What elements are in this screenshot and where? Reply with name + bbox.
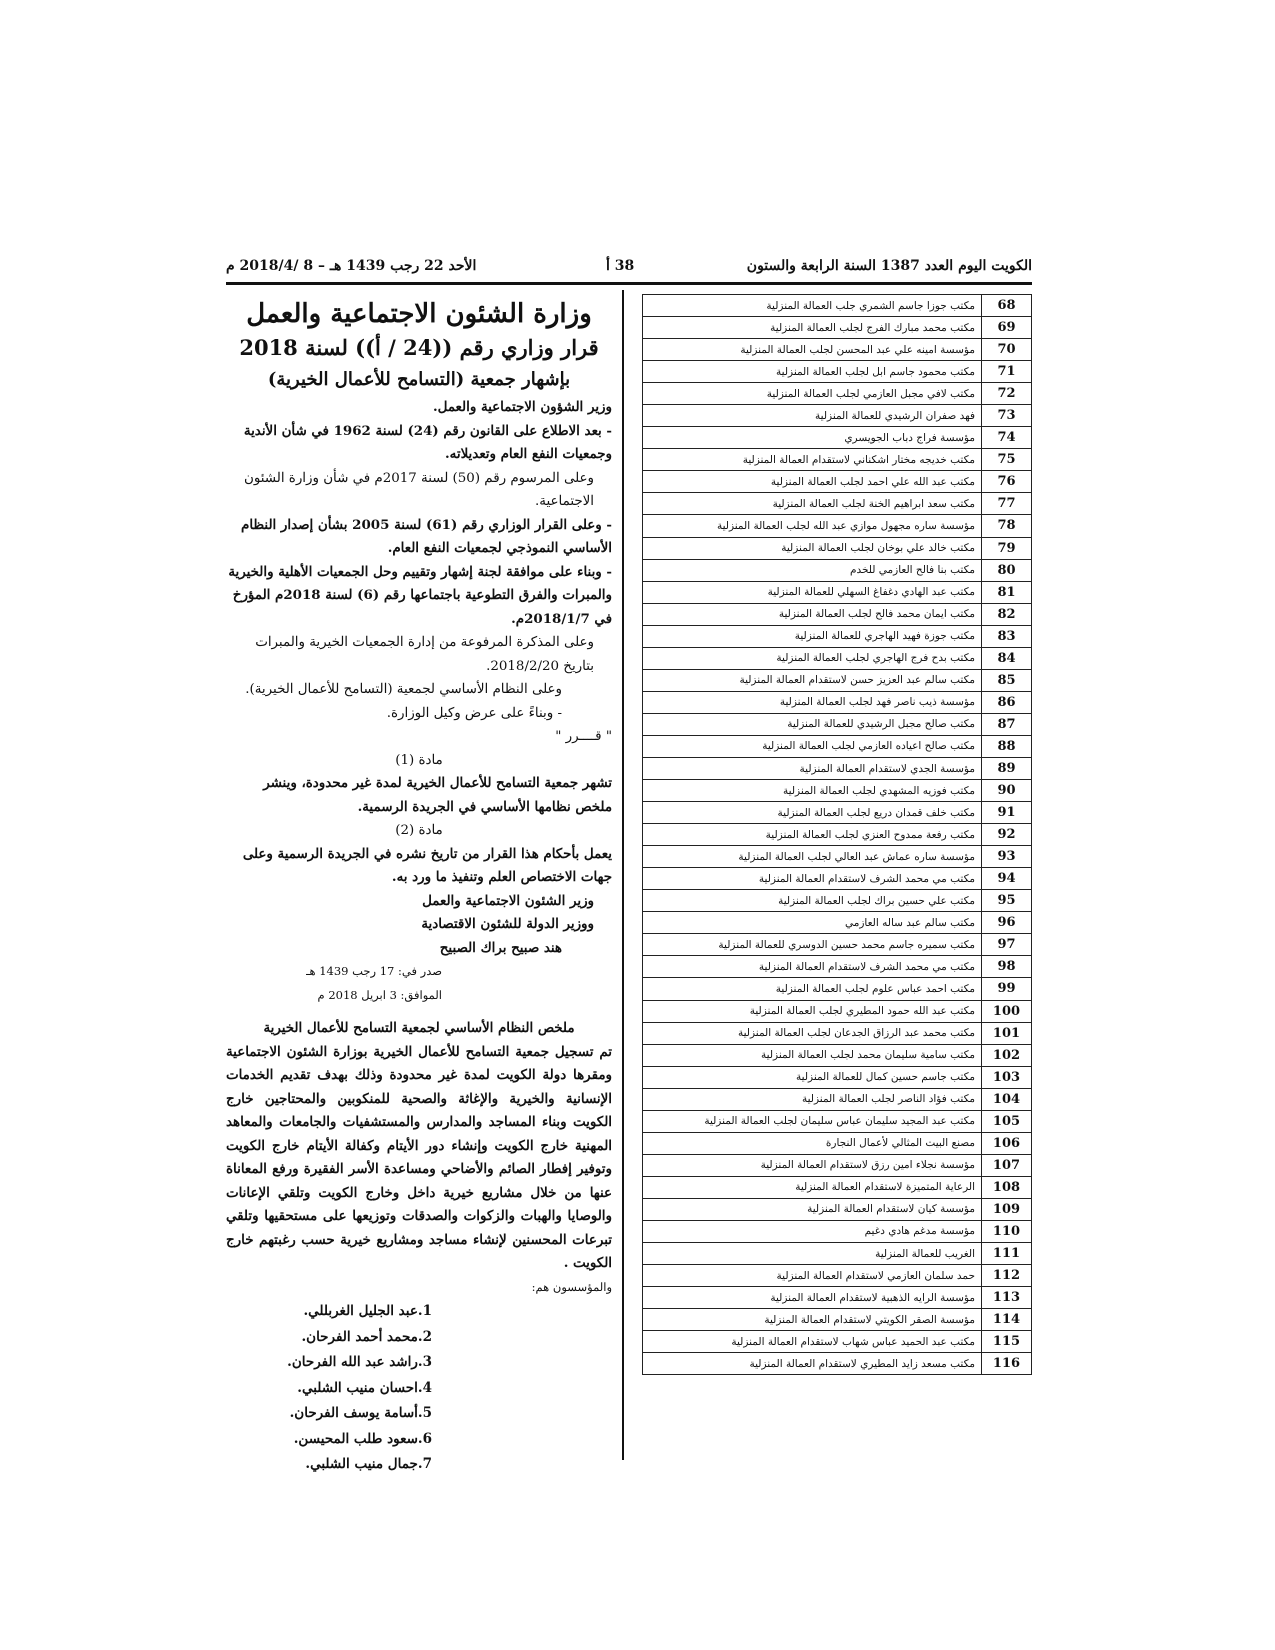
row-number: 115 xyxy=(982,1331,1032,1353)
issued-date: صدر في: 17 رجب 1439 هـ xyxy=(306,964,442,978)
office-name: مكتب بدح فرج الهاجري لجلب العمالة المنزلية xyxy=(643,647,982,669)
table-row xyxy=(643,1000,1032,1022)
signature-title-1: وزير الشئون الاجتماعية والعمل xyxy=(422,892,594,909)
office-name: الرعاية المتميزة لاستقدام العمالة المنزلية xyxy=(643,1176,982,1198)
row-number: 74 xyxy=(982,427,1032,449)
row-number: 111 xyxy=(982,1243,1032,1265)
table-row xyxy=(643,647,1032,669)
row-number: 73 xyxy=(982,405,1032,427)
row-number: 101 xyxy=(982,1022,1032,1044)
minister-intro: وزير الشؤون الاجتماعية والعمل. xyxy=(433,399,612,415)
table-row xyxy=(643,1022,1032,1044)
office-name: مكتب خالد علي بوخان لجلب العمالة المنزلية xyxy=(643,537,982,559)
office-name: مكتب مي محمد الشرف لاستقدام العمالة المنزلية xyxy=(643,868,982,890)
row-number: 108 xyxy=(982,1176,1032,1198)
office-name: مؤسسة كيان لاستقدام العمالة المنزلية xyxy=(643,1198,982,1220)
office-name: مصنع البيت المثالي لأعمال النجارة xyxy=(643,1132,982,1154)
table-row xyxy=(643,1353,1032,1375)
office-name: مؤسسة ذيب ناصر فهد لجلب العمالة المنزلية xyxy=(643,691,982,713)
row-number: 86 xyxy=(982,691,1032,713)
founder-item: 5.أسامة يوسف الفرحان. xyxy=(289,1405,432,1421)
table-row xyxy=(643,537,1032,559)
corresponding-date: الموافق: 3 ابريل 2018 م xyxy=(317,987,442,1002)
preamble-1: - بعد الاطلاع على القانون رقم (24) لسنة 1962 في شأن الأندية وجمعيات النفع العام وتعديلاته. xyxy=(243,422,612,462)
decides-label: " قــــرر " xyxy=(555,729,612,744)
office-name: مؤسسة ساره عماش عبد العالي لجلب العمالة المنزلية xyxy=(643,846,982,868)
office-name: مكتب محمود جاسم ابل لجلب العمالة المنزلية xyxy=(643,361,982,383)
gazette-issue: الكويت اليوم العدد 1387 السنة الرابعة والستون xyxy=(746,258,1032,274)
office-name: مؤسسة نجلاء امين رزق لاستقدام العمالة المنزلية xyxy=(643,1154,982,1176)
office-name: مكتب سالم عبد العزيز حسن لاستقدام العمالة المنزلية xyxy=(643,669,982,691)
founder-item: 6.سعود طلب المحيسن. xyxy=(293,1430,432,1447)
table-row xyxy=(643,1110,1032,1132)
office-name: مكتب سالم عبد ساله العازمي xyxy=(643,912,982,934)
row-number: 96 xyxy=(982,912,1032,934)
row-number: 89 xyxy=(982,757,1032,779)
office-name: مكتب رفعة ممدوح العنزي لجلب العمالة المنزلية xyxy=(643,824,982,846)
row-number: 84 xyxy=(982,647,1032,669)
table-row xyxy=(643,1265,1032,1287)
row-number: 77 xyxy=(982,493,1032,515)
row-number: 105 xyxy=(982,1110,1032,1132)
table-row xyxy=(643,493,1032,515)
table-row xyxy=(643,890,1032,912)
office-name: مكتب محمد مبارك الفرج لجلب العمالة المنزلية xyxy=(643,317,982,339)
office-name: مؤسسة مدغم هادي دغيم xyxy=(643,1220,982,1242)
office-name: فهد صفران الرشيدي للعمالة المنزلية xyxy=(643,405,982,427)
founder-item: 1.عبد الجليل الغربللي. xyxy=(303,1303,432,1319)
table-row xyxy=(643,383,1032,405)
signature-name: هند صبيح براك الصبيح xyxy=(439,939,562,956)
page-number: 38 أ xyxy=(606,258,635,274)
table-row xyxy=(643,559,1032,581)
table-row xyxy=(643,405,1032,427)
table-row xyxy=(643,713,1032,735)
office-name: مكتب ايمان محمد فالح لجلب العمالة المنزلية xyxy=(643,603,982,625)
office-name: مؤسسة امينه علي عبد المحسن لجلب العمالة المنزلية xyxy=(643,339,982,361)
row-number: 94 xyxy=(982,868,1032,890)
office-name: مكتب محمد عبد الرزاق الجدعان لجلب العمالة المنزلية xyxy=(643,1022,982,1044)
issue-date: الأحد 22 رجب 1439 هـ – 8 /2018/4 م xyxy=(226,258,477,274)
row-number: 99 xyxy=(982,978,1032,1000)
row-number: 116 xyxy=(982,1353,1032,1375)
office-name: مكتب عبد المجيد سليمان عباس سليمان لجلب العمالة المنزلية xyxy=(643,1110,982,1132)
table-row xyxy=(643,912,1032,934)
table-row xyxy=(643,824,1032,846)
row-number: 76 xyxy=(982,471,1032,493)
office-name: مكتب فؤاد الناصر لجلب العمالة المنزلية xyxy=(643,1088,982,1110)
offices-table xyxy=(642,294,1032,1375)
office-name: مكتب علي حسين براك لجلب العمالة المنزلية xyxy=(643,890,982,912)
row-number: 71 xyxy=(982,361,1032,383)
office-name: مكتب فوزيه المشهدي لجلب العمالة المنزلية xyxy=(643,780,982,802)
office-name: مكتب عبد الحميد عباس شهاب لاستقدام العمالة المنزلية xyxy=(643,1331,982,1353)
table-row xyxy=(643,317,1032,339)
preamble-7: - وبناءً على عرض وكيل الوزارة. xyxy=(386,705,562,721)
table-row xyxy=(643,956,1032,978)
row-number: 95 xyxy=(982,890,1032,912)
office-name: مؤسسة ساره مجهول موازي عبد الله لجلب العمالة المنزلية xyxy=(643,515,982,537)
row-number: 103 xyxy=(982,1066,1032,1088)
header-divider xyxy=(226,282,1032,285)
founders-list xyxy=(226,1299,612,1478)
office-name: مكتب مي محمد الشرف لاستقدام العمالة المنزلية xyxy=(643,956,982,978)
article-1-text: تشهر جمعية التسامح للأعمال الخيرية لمدة غير محدودة، وينشر ملخص نظامها الأساسي في الجريدة الرسمية. xyxy=(263,775,612,815)
founder-item: 7.جمال منيب الشلبي. xyxy=(305,1456,432,1472)
table-row xyxy=(643,295,1032,317)
office-name: مكتب عبد الله حمود المطيري لجلب العمالة المنزلية xyxy=(643,1000,982,1022)
table-row xyxy=(643,757,1032,779)
table-row xyxy=(643,1176,1032,1198)
office-name: مؤسسة الصقر الكويتي لاستقدام العمالة المنزلية xyxy=(643,1309,982,1331)
preamble-6: وعلى النظام الأساسي لجمعية (التسامح للأعمال الخيرية). xyxy=(245,682,562,697)
founder-item: 3.راشد عبد الله الفرحان. xyxy=(287,1354,432,1370)
ministry-title: وزارة الشئون الاجتماعية والعمل xyxy=(246,299,592,329)
row-number: 79 xyxy=(982,537,1032,559)
row-number: 69 xyxy=(982,317,1032,339)
table-row xyxy=(643,802,1032,824)
table-row xyxy=(643,1220,1032,1242)
row-number: 112 xyxy=(982,1265,1032,1287)
table-row xyxy=(643,449,1032,471)
row-number: 68 xyxy=(982,295,1032,317)
table-row xyxy=(643,1331,1032,1353)
row-number: 114 xyxy=(982,1309,1032,1331)
table-row xyxy=(643,339,1032,361)
row-number: 75 xyxy=(982,449,1032,471)
table-row xyxy=(643,691,1032,713)
office-name: مكتب بنا فالح العازمي للخدم xyxy=(643,559,982,581)
decision-number: قرار وزاري رقم ((24 / أ)) لسنة 2018 xyxy=(239,335,599,360)
office-name: مكتب سعد ابراهيم الخنة لجلب العمالة المنزلية xyxy=(643,493,982,515)
table-row xyxy=(643,1198,1032,1220)
office-name: مكتب جوزا جاسم الشمري جلب العمالة المنزلية xyxy=(643,295,982,317)
row-number: 107 xyxy=(982,1154,1032,1176)
row-number: 100 xyxy=(982,1000,1032,1022)
founder-item: 4.احسان منيب الشلبي. xyxy=(297,1379,432,1396)
table-row xyxy=(643,427,1032,449)
table-row xyxy=(643,581,1032,603)
table-row xyxy=(643,361,1032,383)
office-name: حمد سلمان العازمي لاستقدام العمالة المنزلية xyxy=(643,1265,982,1287)
row-number: 104 xyxy=(982,1088,1032,1110)
row-number: 80 xyxy=(982,559,1032,581)
table-row xyxy=(643,868,1032,890)
summary-title: ملخص النظام الأساسي لجمعية التسامح للأعمال الخيرية xyxy=(263,1020,575,1036)
row-number: 91 xyxy=(982,802,1032,824)
table-row xyxy=(643,1309,1032,1331)
table-row xyxy=(643,471,1032,493)
table-row xyxy=(643,625,1032,647)
table-row xyxy=(643,1066,1032,1088)
preamble-3: - وعلى القرار الوزاري رقم (61) لسنة 2005 بشأن إصدار النظام الأساسي النموذجي لجمعيات النفع العام. xyxy=(241,516,612,556)
office-name: مكتب صالح مجبل الرشيدي للعمالة المنزلية xyxy=(643,713,982,735)
office-name: مكتب عبد الهادي دغفاغ السهلي للعمالة المنزلية xyxy=(643,581,982,603)
table-row xyxy=(643,669,1032,691)
founders-label: والمؤسسون هم: xyxy=(531,1279,612,1294)
office-name: مكتب صالح اعياده العازمي لجلب العمالة المنزلية xyxy=(643,735,982,757)
row-number: 92 xyxy=(982,824,1032,846)
row-number: 109 xyxy=(982,1198,1032,1220)
article-2-text: يعمل بأحكام هذا القرار من تاريخ نشره في الجريدة الرسمية وعلى جهات الاختصاص العلم وتنفيذ ما ورد به. xyxy=(242,845,612,885)
office-name: مؤسسة الجدي لاستقدام العمالة المنزلية xyxy=(643,757,982,779)
row-number: 97 xyxy=(982,934,1032,956)
decision-subject: بإشهار جمعية (التسامح للأعمال الخيرية) xyxy=(267,369,571,390)
office-name: مؤسسة الرايه الذهبية لاستقدام العمالة المنزلية xyxy=(643,1287,982,1309)
office-name: مكتب خلف قمدان دريع لجلب العمالة المنزلية xyxy=(643,802,982,824)
row-number: 82 xyxy=(982,603,1032,625)
row-number: 88 xyxy=(982,735,1032,757)
row-number: 81 xyxy=(982,581,1032,603)
table-row xyxy=(643,1132,1032,1154)
table-row xyxy=(643,515,1032,537)
article-2-label: مادة (2) xyxy=(395,823,443,838)
row-number: 90 xyxy=(982,780,1032,802)
table-row xyxy=(643,603,1032,625)
office-name: مكتب سامية سليمان محمد لجلب العمالة المنزلية xyxy=(643,1044,982,1066)
column-divider xyxy=(622,290,624,1460)
row-number: 106 xyxy=(982,1132,1032,1154)
row-number: 98 xyxy=(982,956,1032,978)
office-name: مؤسسة فراج دباب الجويسري xyxy=(643,427,982,449)
office-name: مكتب خديجه مختار اشكناني لاستقدام العمالة المنزلية xyxy=(643,449,982,471)
table-row xyxy=(643,1088,1032,1110)
office-name: مكتب عبد الله علي احمد لجلب العمالة المنزلية xyxy=(643,471,982,493)
row-number: 72 xyxy=(982,383,1032,405)
office-name: الغريب للعمالة المنزلية xyxy=(643,1243,982,1265)
row-number: 78 xyxy=(982,515,1032,537)
ministerial-decision xyxy=(226,296,612,1478)
office-name: مكتب جوزة فهيد الهاجري للعمالة المنزلية xyxy=(643,625,982,647)
article-1-label: مادة (1) xyxy=(395,752,443,768)
office-name: مكتب مسعد زايد المطيري لاستقدام العمالة المنزلية xyxy=(643,1353,982,1375)
row-number: 102 xyxy=(982,1044,1032,1066)
row-number: 110 xyxy=(982,1220,1032,1242)
preamble-4: - وبناء على موافقة لجنة إشهار وتقييم وحل الجمعيات الأهلية والخيرية والمبرات والفرق التطوعية باجتماعها رقم (6) لسنة 2018م المؤرخ في 2018/1/7م. xyxy=(228,563,612,627)
row-number: 70 xyxy=(982,339,1032,361)
row-number: 93 xyxy=(982,846,1032,868)
signature-title-2: ووزير الدولة للشئون الاقتصادية xyxy=(421,916,594,932)
table-row xyxy=(643,735,1032,757)
office-name: مكتب سميره جاسم محمد حسين الدوسري للعمالة المنزلية xyxy=(643,934,982,956)
row-number: 87 xyxy=(982,713,1032,735)
office-name: مكتب احمد عباس علوم لجلب العمالة المنزلية xyxy=(643,978,982,1000)
page-header xyxy=(226,258,1032,280)
summary-text: تم تسجيل جمعية التسامح للأعمال الخيرية بوزارة الشئون الاجتماعية ومقرها دولة الكويت لمدة غير محدودة وذلك بهدف تقديم الخدمات الإنسانية والخيرية والإغاثة والصحية للمنكوبين والمحتاجين خارج الكويت وبناء المساجد والمدارس والمستشفيات والجامعات والمعاهد المهنية خارج الكويت وإنشاء دور الأيتام وكفالة الأيتام خارج الكويت وتوفير إفطار الصائم والأضاحي ومساعدة الأسر الفقيرة ورفع المعاناة عنها من خلال مشاريع خيرية داخل وخارج الكويت وتلقي الإعانات والوصايا والهبات والزكوات والصدقات وتوزيعها على مستحقيها وتلقي تبرعات المحسنين لإنشاء مساجد ومشاريع خيرية حسب رغبتهم خارج الكويت . xyxy=(226,1043,612,1271)
table-row xyxy=(643,1287,1032,1309)
preamble-5: وعلى المذكرة المرفوعة من إدارة الجمعيات الخيرية والمبرات بتاريخ 2018/2/20. xyxy=(255,635,594,674)
table-row xyxy=(643,1044,1032,1066)
row-number: 113 xyxy=(982,1287,1032,1309)
founder-item: 2.محمد أحمد الفرحان. xyxy=(301,1328,432,1345)
table-row xyxy=(643,1243,1032,1265)
row-number: 85 xyxy=(982,669,1032,691)
office-name: مكتب جاسم حسين كمال للعمالة المنزلية xyxy=(643,1066,982,1088)
office-name: مكتب لافي مجبل العازمي لجلب العمالة المنزلية xyxy=(643,383,982,405)
preamble-2: وعلى المرسوم رقم (50) لسنة 2017م في شأن وزارة الشئون الاجتماعية. xyxy=(244,470,594,509)
table-row xyxy=(643,846,1032,868)
table-row xyxy=(643,1154,1032,1176)
table-row xyxy=(643,780,1032,802)
table-row xyxy=(643,978,1032,1000)
row-number: 83 xyxy=(982,625,1032,647)
table-row xyxy=(643,934,1032,956)
